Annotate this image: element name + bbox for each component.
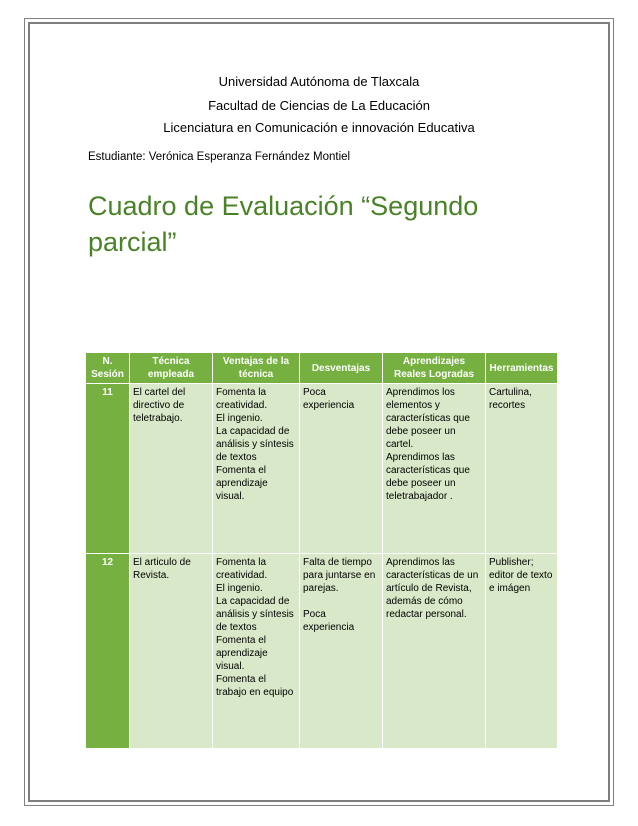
table-header-row (86, 353, 558, 384)
tools-cell (486, 384, 558, 554)
university-name: Universidad Autónoma de Tlaxcala (218, 74, 420, 89)
header-advantages: Ventajas de la técnica (213, 353, 300, 384)
session-number: 12 (86, 554, 130, 749)
disadvantages-cell (300, 554, 383, 749)
technique-text: El articulo de Revista. (133, 557, 191, 581)
tools-text: Cartulina, recortes (489, 387, 532, 411)
advantages-cell (213, 384, 300, 554)
tools-text: Publisher; editor de texto e imágen (489, 557, 553, 594)
evaluation-table (85, 352, 558, 749)
learnings-text: Aprendimos las características de un artículo de Revista, además de cómo redactar personal. (386, 557, 479, 620)
learnings-text: Aprendimos los elementos y características que debe poseer un cartel. Aprendimos las características que debe poseer un teletrabajador . (386, 387, 470, 502)
degree-name: Licenciatura en Comunicación e innovación Educativa (163, 120, 475, 135)
technique-cell (130, 384, 213, 554)
header-disadvantages: Desventajas (300, 353, 383, 384)
learnings-cell (383, 384, 486, 554)
header-technique: Técnica empleada (130, 353, 213, 384)
header-tools: Herramientas (486, 353, 558, 384)
document-title: Cuadro de Evaluación “Segundo parcial” (88, 191, 479, 257)
header-learnings: Aprendizajes Reales Logradas (383, 353, 486, 384)
session-number: 11 (86, 384, 130, 554)
advantages-text: Fomenta la creatividad. El ingenio. La capacidad de análisis y síntesis de textos Fomenta el aprendizaje visual. Fomenta el trabajo en equipo (216, 557, 294, 698)
technique-cell (130, 554, 213, 749)
advantages-text: Fomenta la creatividad. El ingenio. La capacidad de análisis y síntesis de textos Fomenta el aprendizaje visual. (216, 387, 294, 502)
disadvantages-text: Falta de tiempo para juntarse en parejas. Poca experiencia (303, 557, 376, 633)
table-row (86, 384, 558, 554)
tools-cell (486, 554, 558, 749)
table-row (86, 554, 558, 749)
disadvantages-text: Poca experiencia (303, 387, 355, 411)
faculty-name: Facultad de Ciencias de La Educación (208, 98, 430, 113)
advantages-cell (213, 554, 300, 749)
disadvantages-cell (300, 384, 383, 554)
learnings-cell (383, 554, 486, 749)
header-session: N. Sesión (86, 353, 130, 384)
technique-text: El cartel del directivo de teletrabajo. (133, 387, 186, 424)
student-name: Estudiante: Verónica Esperanza Fernández Montiel (88, 151, 351, 163)
